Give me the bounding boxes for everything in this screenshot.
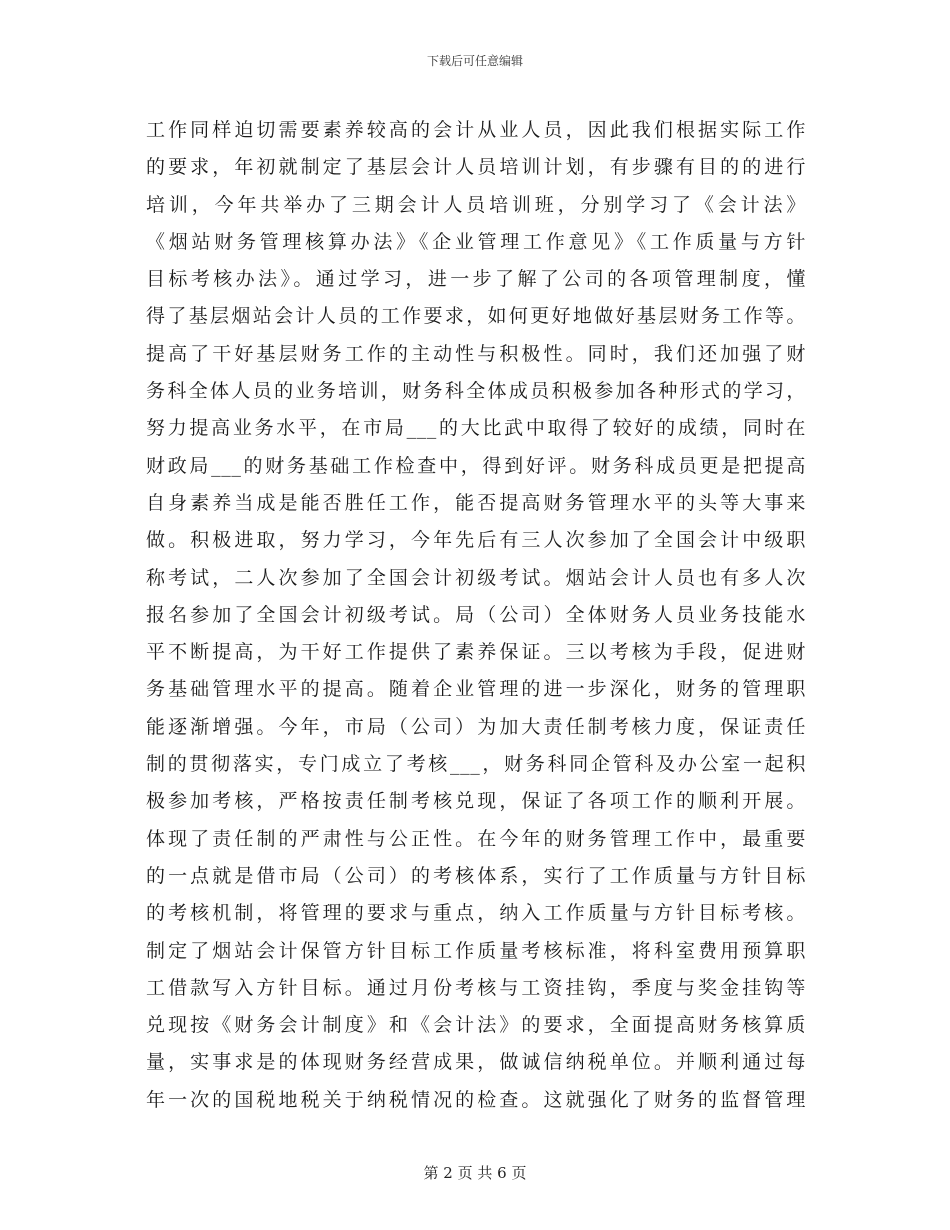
text-line: 提高了干好基层财务工作的主动性与积极性。同时，我们还加强了财 <box>146 342 806 365</box>
text-line: 量，实事求是的体现财务经营成果，做诚信纳税单位。并顺利通过每 <box>146 1051 806 1074</box>
text-line: 努力提高业务水平，在市局___的大比武中取得了较好的成绩，同时在 <box>146 417 806 440</box>
page-number-footer: 第 2 页 共 6 页 <box>423 1164 527 1182</box>
text-line: 体现了责任制的严肃性与公正性。在今年的财务管理工作中，最重要 <box>146 827 806 850</box>
text-line: 兑现按《财务会计制度》和《会计法》的要求，全面提高财务核算质 <box>146 1014 806 1037</box>
text-line: 极参加考核，严格按责任制考核兑现，保证了各项工作的顺利开展。 <box>146 790 806 813</box>
text-line: 制定了烟站会计保管方针目标工作质量考核标准，将科室费用预算职 <box>146 939 806 962</box>
text-line: 称考试，二人次参加了全国会计初级考试。烟站会计人员也有多人次 <box>146 566 806 589</box>
text-line: 做。积极进取，努力学习，今年先后有三人次参加了全国会计中级职 <box>146 529 806 552</box>
text-line: 报名参加了全国会计初级考试。局（公司）全体财务人员业务技能水 <box>146 603 806 626</box>
text-line: 务基础管理水平的提高。随着企业管理的进一步深化，财务的管理职 <box>146 678 806 701</box>
text-line: 能逐渐增强。今年，市局（公司）为加大责任制考核力度，保证责任 <box>146 715 806 738</box>
text-line: 年一次的国税地税关于纳税情况的检查。这就强化了财务的监督管理 <box>146 1088 806 1111</box>
text-line: 制的贯彻落实，专门成立了考核___，财务科同企管科及办公室一起积 <box>146 753 806 776</box>
text-line: 财政局___的财务基础工作检查中，得到好评。财务科成员更是把提高 <box>146 454 806 477</box>
text-line: 工借款写入方针目标。通过月份考核与工资挂钩，季度与奖金挂钩等 <box>146 976 806 999</box>
text-line: 的要求，年初就制定了基层会计人员培训计划，有步骤有目的的进行 <box>146 156 806 179</box>
text-line: 的一点就是借市局（公司）的考核体系，实行了工作质量与方针目标 <box>146 864 806 887</box>
text-line: 《烟站财务管理核算办法》《企业管理工作意见》《工作质量与方针 <box>146 230 806 253</box>
body-text <box>146 112 806 1119</box>
text-line: 自身素养当成是能否胜任工作，能否提高财务管理水平的头等大事来 <box>146 491 806 514</box>
text-line: 工作同样迫切需要素养较高的会计从业人员，因此我们根据实际工作 <box>146 119 806 141</box>
page-header: 下载后可任意编辑 <box>426 54 523 68</box>
text-line: 得了基层烟站会计人员的工作要求，如何更好地做好基层财务工作等。 <box>146 305 806 328</box>
text-line: 务科全体人员的业务培训，财务科全体成员积极参加各种形式的学习， <box>146 380 806 403</box>
text-line: 目标考核办法》。通过学习，进一步了解了公司的各项管理制度，懂 <box>146 268 806 291</box>
text-line: 平不断提高，为干好工作提供了素养保证。三以考核为手段，促进财 <box>146 641 806 664</box>
text-line: 培训，今年共举办了三期会计人员培训班，分别学习了《会计法》 <box>146 193 806 216</box>
text-line: 的考核机制，将管理的要求与重点，纳入工作质量与方针目标考核。 <box>146 902 806 925</box>
